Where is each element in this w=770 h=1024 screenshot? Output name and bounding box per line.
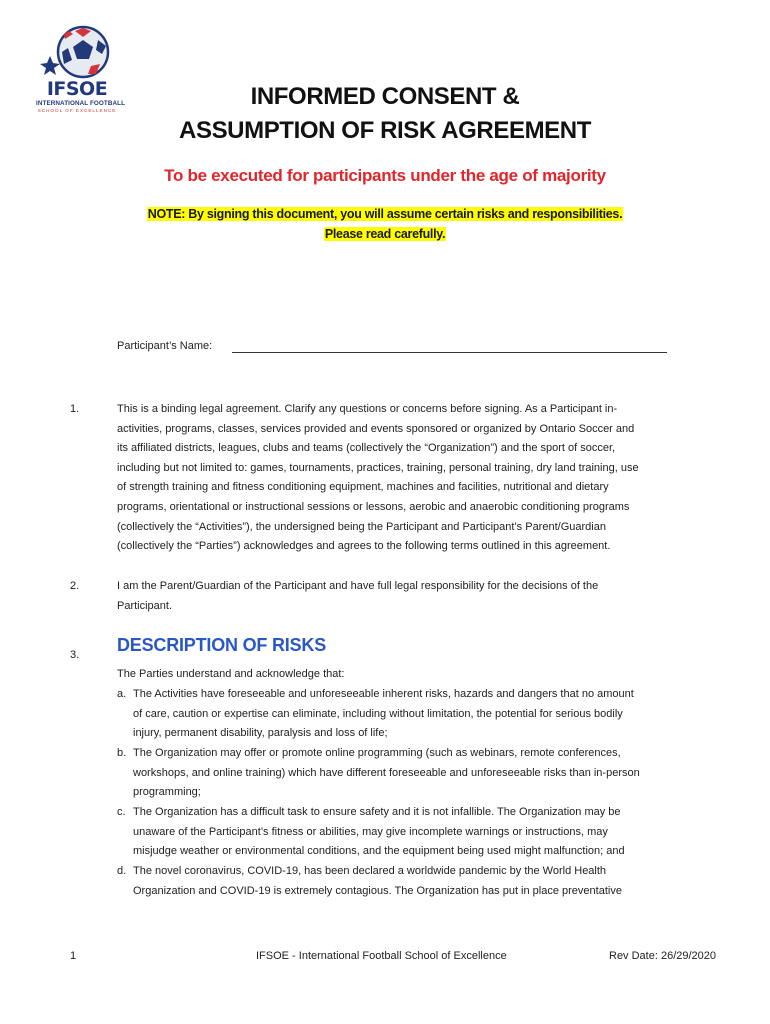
text-line: its affiliated districts, leagues, clubs and teams (collectively the “Organization”) and the sport of soccer, bbox=[117, 442, 616, 455]
list-label: b. bbox=[117, 747, 127, 759]
list-item-a bbox=[117, 685, 707, 744]
section-heading: DESCRIPTION OF RISKS bbox=[117, 635, 327, 655]
text-line: unaware of the Participant’s fitness or abilities, may give incomplete warnings or instructions, may bbox=[133, 825, 608, 838]
participant-name-field[interactable] bbox=[232, 352, 667, 353]
text-line: injury, permanent disability, paralysis and loss of life; bbox=[133, 727, 388, 740]
logo-subtitle-1: INTERNATIONAL FOOTBALL bbox=[36, 100, 126, 107]
text-line: The novel coronavirus, COVID-19, has been declared a worldwide pandemic by the World Health bbox=[133, 865, 607, 877]
item-1-text bbox=[117, 400, 702, 557]
logo-wordmark: IFSOE bbox=[46, 78, 108, 100]
footer-rev-date: Rev Date: 26/29/2020 bbox=[609, 950, 717, 962]
title-line-2: ASSUMPTION OF RISK AGREEMENT bbox=[179, 117, 591, 144]
participant-name-label: Participant’s Name: bbox=[117, 340, 213, 352]
text-line: (collectively the “Activities”), the undersigned being the Participant and Participant’s Parent/Guardian bbox=[117, 520, 606, 533]
text-line: of strength training and fitness conditioning equipment, machines and facilities, nutritional and dietary bbox=[117, 481, 609, 494]
list-item-b bbox=[117, 744, 707, 803]
list-label: c. bbox=[117, 806, 126, 818]
page-number: 1 bbox=[70, 950, 77, 962]
text-line: programming; bbox=[133, 786, 201, 799]
note-line-2: Please read carefully. bbox=[324, 227, 446, 241]
title-line-1: INFORMED CONSENT & bbox=[250, 83, 520, 110]
text-line: Participant. bbox=[117, 599, 173, 612]
item-2-number: 2. bbox=[70, 580, 80, 592]
soccer-ball-icon bbox=[36, 22, 118, 80]
subtitle: To be executed for participants under the age of majority bbox=[164, 166, 606, 185]
list-item-d bbox=[117, 862, 707, 901]
logo-subtitle-2: SCHOOL OF EXCELLENCE bbox=[37, 108, 117, 113]
text-line: (collectively the “Parties”) acknowledges and agrees to the following terms outlined in this agreement. bbox=[117, 540, 611, 553]
note-line-1: NOTE: By signing this document, you will assume certain risks and responsibilities. bbox=[147, 207, 623, 221]
item-1-number: 1. bbox=[70, 403, 80, 415]
text-line: including but not limited to: games, tournaments, practices, training, personal training, dry land training, use bbox=[117, 461, 639, 474]
text-line: misjudge weather or environmental conditions, and the equipment being used might malfunction; and bbox=[133, 845, 625, 858]
footer-org-name: IFSOE - International Football School of Excellence bbox=[256, 950, 507, 962]
text-line: This is a binding legal agreement. Clarify any questions or concerns before signing. As a Participant in- bbox=[117, 403, 618, 415]
text-line: I am the Parent/Guardian of the Participant and have full legal responsibility for the decisions of the bbox=[117, 580, 599, 592]
list-item-c bbox=[117, 803, 707, 862]
text-line: The Organization has a difficult task to ensure safety and it is not infallible. The Organization may be bbox=[133, 806, 621, 818]
item-3-number: 3. bbox=[70, 649, 80, 661]
text-line: The Activities have foreseeable and unforeseeable inherent risks, hazards and dangers that no amount bbox=[133, 688, 634, 700]
text-line: workshops, and online training) which have different foreseeable and unforeseeable risks than in-person bbox=[133, 766, 640, 779]
list-label: a. bbox=[117, 688, 127, 700]
text-line: The Organization may offer or promote online programming (such as webinars, remote conferences, bbox=[133, 747, 621, 759]
text-line: activities, programs, classes, services provided and events sponsored or organized by Ontario Soccer and bbox=[117, 422, 635, 435]
item-2-text bbox=[117, 577, 702, 616]
text-line: Organization and COVID-19 is extremely contagious. The Organization has put in place preventative bbox=[133, 884, 622, 897]
ifsoe-logo bbox=[36, 22, 126, 114]
text-line: of care, caution or expertise can eliminate, including without limitation, the potential for serious bodily bbox=[133, 707, 623, 720]
section-intro: The Parties understand and acknowledge that: bbox=[117, 668, 345, 680]
list-label: d. bbox=[117, 865, 127, 877]
text-line: programs, orientational or instructional sessions or lessons, aerobic and anaerobic conditioning programs bbox=[117, 500, 630, 513]
